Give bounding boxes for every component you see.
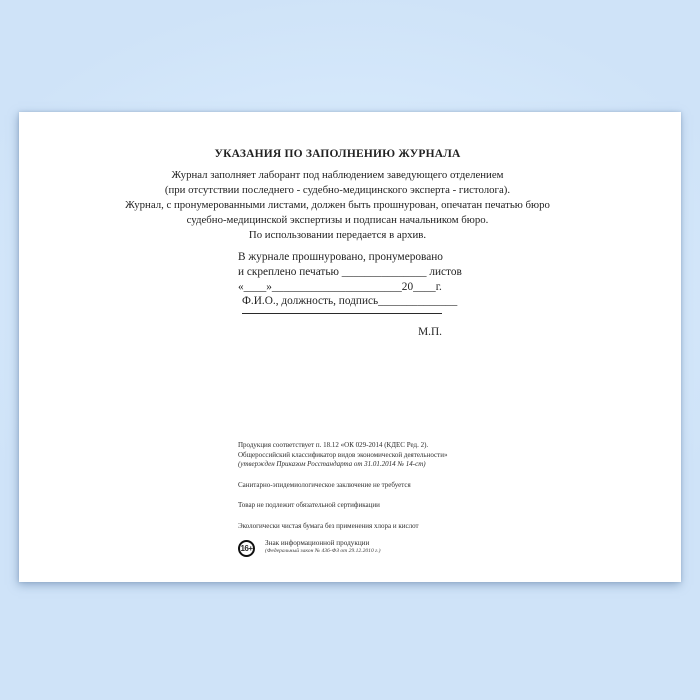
- product-conformity-line: Продукция соответствует п. 18.12 «ОК 029-2014 (КДЕС Ред. 2).: [238, 441, 429, 449]
- certification-line-date: «____»_______________________20____г.: [238, 280, 442, 293]
- certification-line-signature: Ф.И.О., должность, подпись______________: [242, 295, 458, 308]
- product-conformity-note: (утвержден Приказом Росстандарта от 31.01.2014 № 14-ст): [238, 460, 426, 469]
- intro-line: По использовании передается в архив.: [248, 229, 427, 241]
- info-product-sign-row: [238, 539, 518, 557]
- signature-line: [242, 313, 442, 314]
- stamp-placeholder: М.П.: [418, 326, 442, 339]
- certification-line-sheets: и скреплено печатью _______________ листов: [238, 265, 462, 278]
- intro-paragraph: [19, 168, 656, 243]
- product-conformity-line: Общероссийский классификатор видов экономической деятельности»: [238, 450, 448, 459]
- certification-statement: Товар не подлежит обязательной сертификации: [238, 501, 380, 510]
- sanitary-statement: Санитарно-эпидемиологическое заключение не требуется: [238, 480, 411, 489]
- document-title: УКАЗАНИЯ ПО ЗАПОЛНЕНИЮ ЖУРНАЛА: [214, 148, 461, 160]
- intro-line: Журнал заполняет лаборант под наблюдением заведующего отделением: [171, 169, 504, 181]
- eco-paper-statement: Экологически чистая бумага без применения хлора и кислот: [238, 521, 419, 530]
- document-page: [19, 112, 681, 582]
- info-sign-note: (Федеральный закон № 436-ФЗ от 29.12.2010 г.): [265, 547, 381, 554]
- age-rating-16plus-icon: 16+: [238, 540, 255, 557]
- product-conformity-statement: [238, 441, 518, 470]
- compliance-block: [238, 441, 518, 557]
- intro-line: судебно-медицинской экспертизы и подписан начальником бюро.: [186, 214, 489, 226]
- info-sign-text: [265, 539, 381, 555]
- info-sign-label: Знак информационной продукции: [265, 538, 370, 547]
- intro-line: Журнал, с пронумерованными листами, должен быть прошнурован, опечатан печатью бюро: [125, 199, 550, 211]
- intro-line: (при отсутствии последнего - судебно-медицинского эксперта - гистолога).: [164, 184, 511, 196]
- certification-line: В журнале прошнуровано, пронумеровано: [238, 251, 443, 263]
- binding-certification-block: [238, 250, 462, 340]
